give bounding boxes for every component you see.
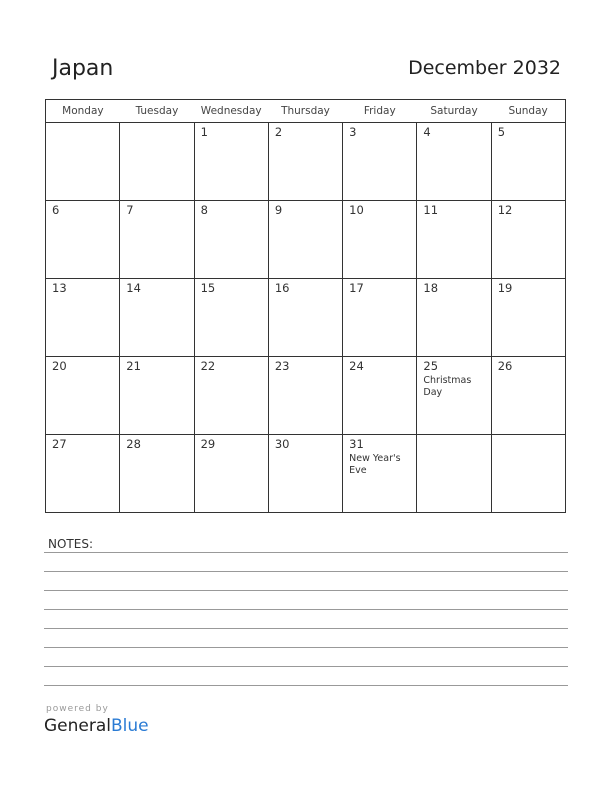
weekday-header: Thursday <box>268 100 342 123</box>
brand-name-part1: General <box>44 716 111 736</box>
day-number: 25 <box>423 359 439 373</box>
notes-label: NOTES: <box>48 537 93 551</box>
day-cell <box>268 201 342 279</box>
weekday-header: Tuesday <box>120 100 194 123</box>
weekday-header-row <box>46 100 566 123</box>
day-cell <box>120 123 194 201</box>
weekday-header: Sunday <box>491 100 565 123</box>
day-cell <box>343 279 417 357</box>
day-number: 9 <box>274 203 283 217</box>
day-number: 23 <box>274 359 290 373</box>
day-number: 6 <box>52 203 60 217</box>
weekday-header: Monday <box>46 100 120 123</box>
day-number: 28 <box>126 437 141 451</box>
day-cell <box>120 201 194 279</box>
week-row <box>46 201 566 279</box>
day-number: 3 <box>349 125 357 139</box>
brand-name-part2: Blue <box>111 716 149 736</box>
day-cell <box>46 435 120 513</box>
note-line <box>44 590 568 591</box>
day-cell <box>194 123 268 201</box>
day-cell <box>120 357 194 435</box>
day-cell <box>194 357 268 435</box>
day-cell <box>268 435 342 513</box>
day-number: 19 <box>497 281 513 295</box>
week-row <box>46 357 566 435</box>
day-cell <box>120 279 194 357</box>
day-cell <box>194 201 268 279</box>
day-cell <box>417 435 491 513</box>
day-cell <box>268 123 342 201</box>
brand-logo <box>44 716 149 736</box>
day-cell <box>268 357 342 435</box>
day-number: 14 <box>126 281 141 295</box>
day-number: 26 <box>497 359 513 373</box>
day-cell <box>417 279 491 357</box>
day-cell <box>46 123 120 201</box>
day-cell <box>343 123 417 201</box>
holiday-label: New Year's Eve <box>349 453 401 476</box>
day-number: 7 <box>126 203 134 217</box>
note-line <box>44 685 568 686</box>
note-line <box>44 571 568 572</box>
day-cell <box>46 357 120 435</box>
weekday-header: Wednesday <box>194 100 268 123</box>
day-cell <box>268 279 342 357</box>
holiday-label: Christmas Day <box>423 375 472 398</box>
week-row <box>46 279 566 357</box>
day-cell <box>194 279 268 357</box>
day-number: 16 <box>274 281 290 295</box>
day-number: 31 <box>349 437 364 451</box>
day-cell <box>491 435 565 513</box>
day-cell <box>417 123 491 201</box>
weekday-header: Friday <box>343 100 417 123</box>
weekday-header: Saturday <box>417 100 491 123</box>
day-number: 21 <box>126 359 141 373</box>
day-number: 11 <box>423 203 439 217</box>
day-number: 4 <box>423 125 431 139</box>
day-number: 1 <box>200 125 208 139</box>
day-number: 5 <box>497 125 506 139</box>
day-cell <box>491 357 565 435</box>
day-cell <box>120 435 194 513</box>
day-number: 2 <box>274 125 283 139</box>
day-cell <box>343 357 417 435</box>
note-line <box>44 628 568 629</box>
note-line <box>44 666 568 667</box>
day-cell <box>194 435 268 513</box>
note-line <box>44 552 568 553</box>
day-number: 12 <box>497 203 513 217</box>
day-number: 18 <box>423 281 439 295</box>
day-number: 13 <box>52 281 67 295</box>
day-cell <box>46 279 120 357</box>
week-row <box>46 435 566 513</box>
country-title: Japan <box>52 56 114 81</box>
week-row <box>46 123 566 201</box>
day-cell <box>491 201 565 279</box>
day-number: 20 <box>52 359 67 373</box>
note-line <box>44 609 568 610</box>
day-number: 15 <box>200 281 216 295</box>
month-year-title: December 2032 <box>408 57 561 79</box>
day-number: 10 <box>349 203 364 217</box>
day-cell <box>491 279 565 357</box>
day-cell <box>417 201 491 279</box>
day-number: 24 <box>349 359 364 373</box>
day-number: 29 <box>200 437 216 451</box>
day-cell <box>343 435 417 513</box>
day-cell <box>491 123 565 201</box>
day-number: 8 <box>200 203 208 217</box>
note-line <box>44 647 568 648</box>
day-cell <box>417 357 491 435</box>
day-number: 22 <box>200 359 216 373</box>
day-number: 27 <box>52 437 67 451</box>
day-cell <box>46 201 120 279</box>
day-number: 30 <box>274 437 290 451</box>
calendar-grid <box>45 99 566 513</box>
day-cell <box>343 201 417 279</box>
day-number: 17 <box>349 281 364 295</box>
powered-by-text: powered by <box>46 704 109 714</box>
